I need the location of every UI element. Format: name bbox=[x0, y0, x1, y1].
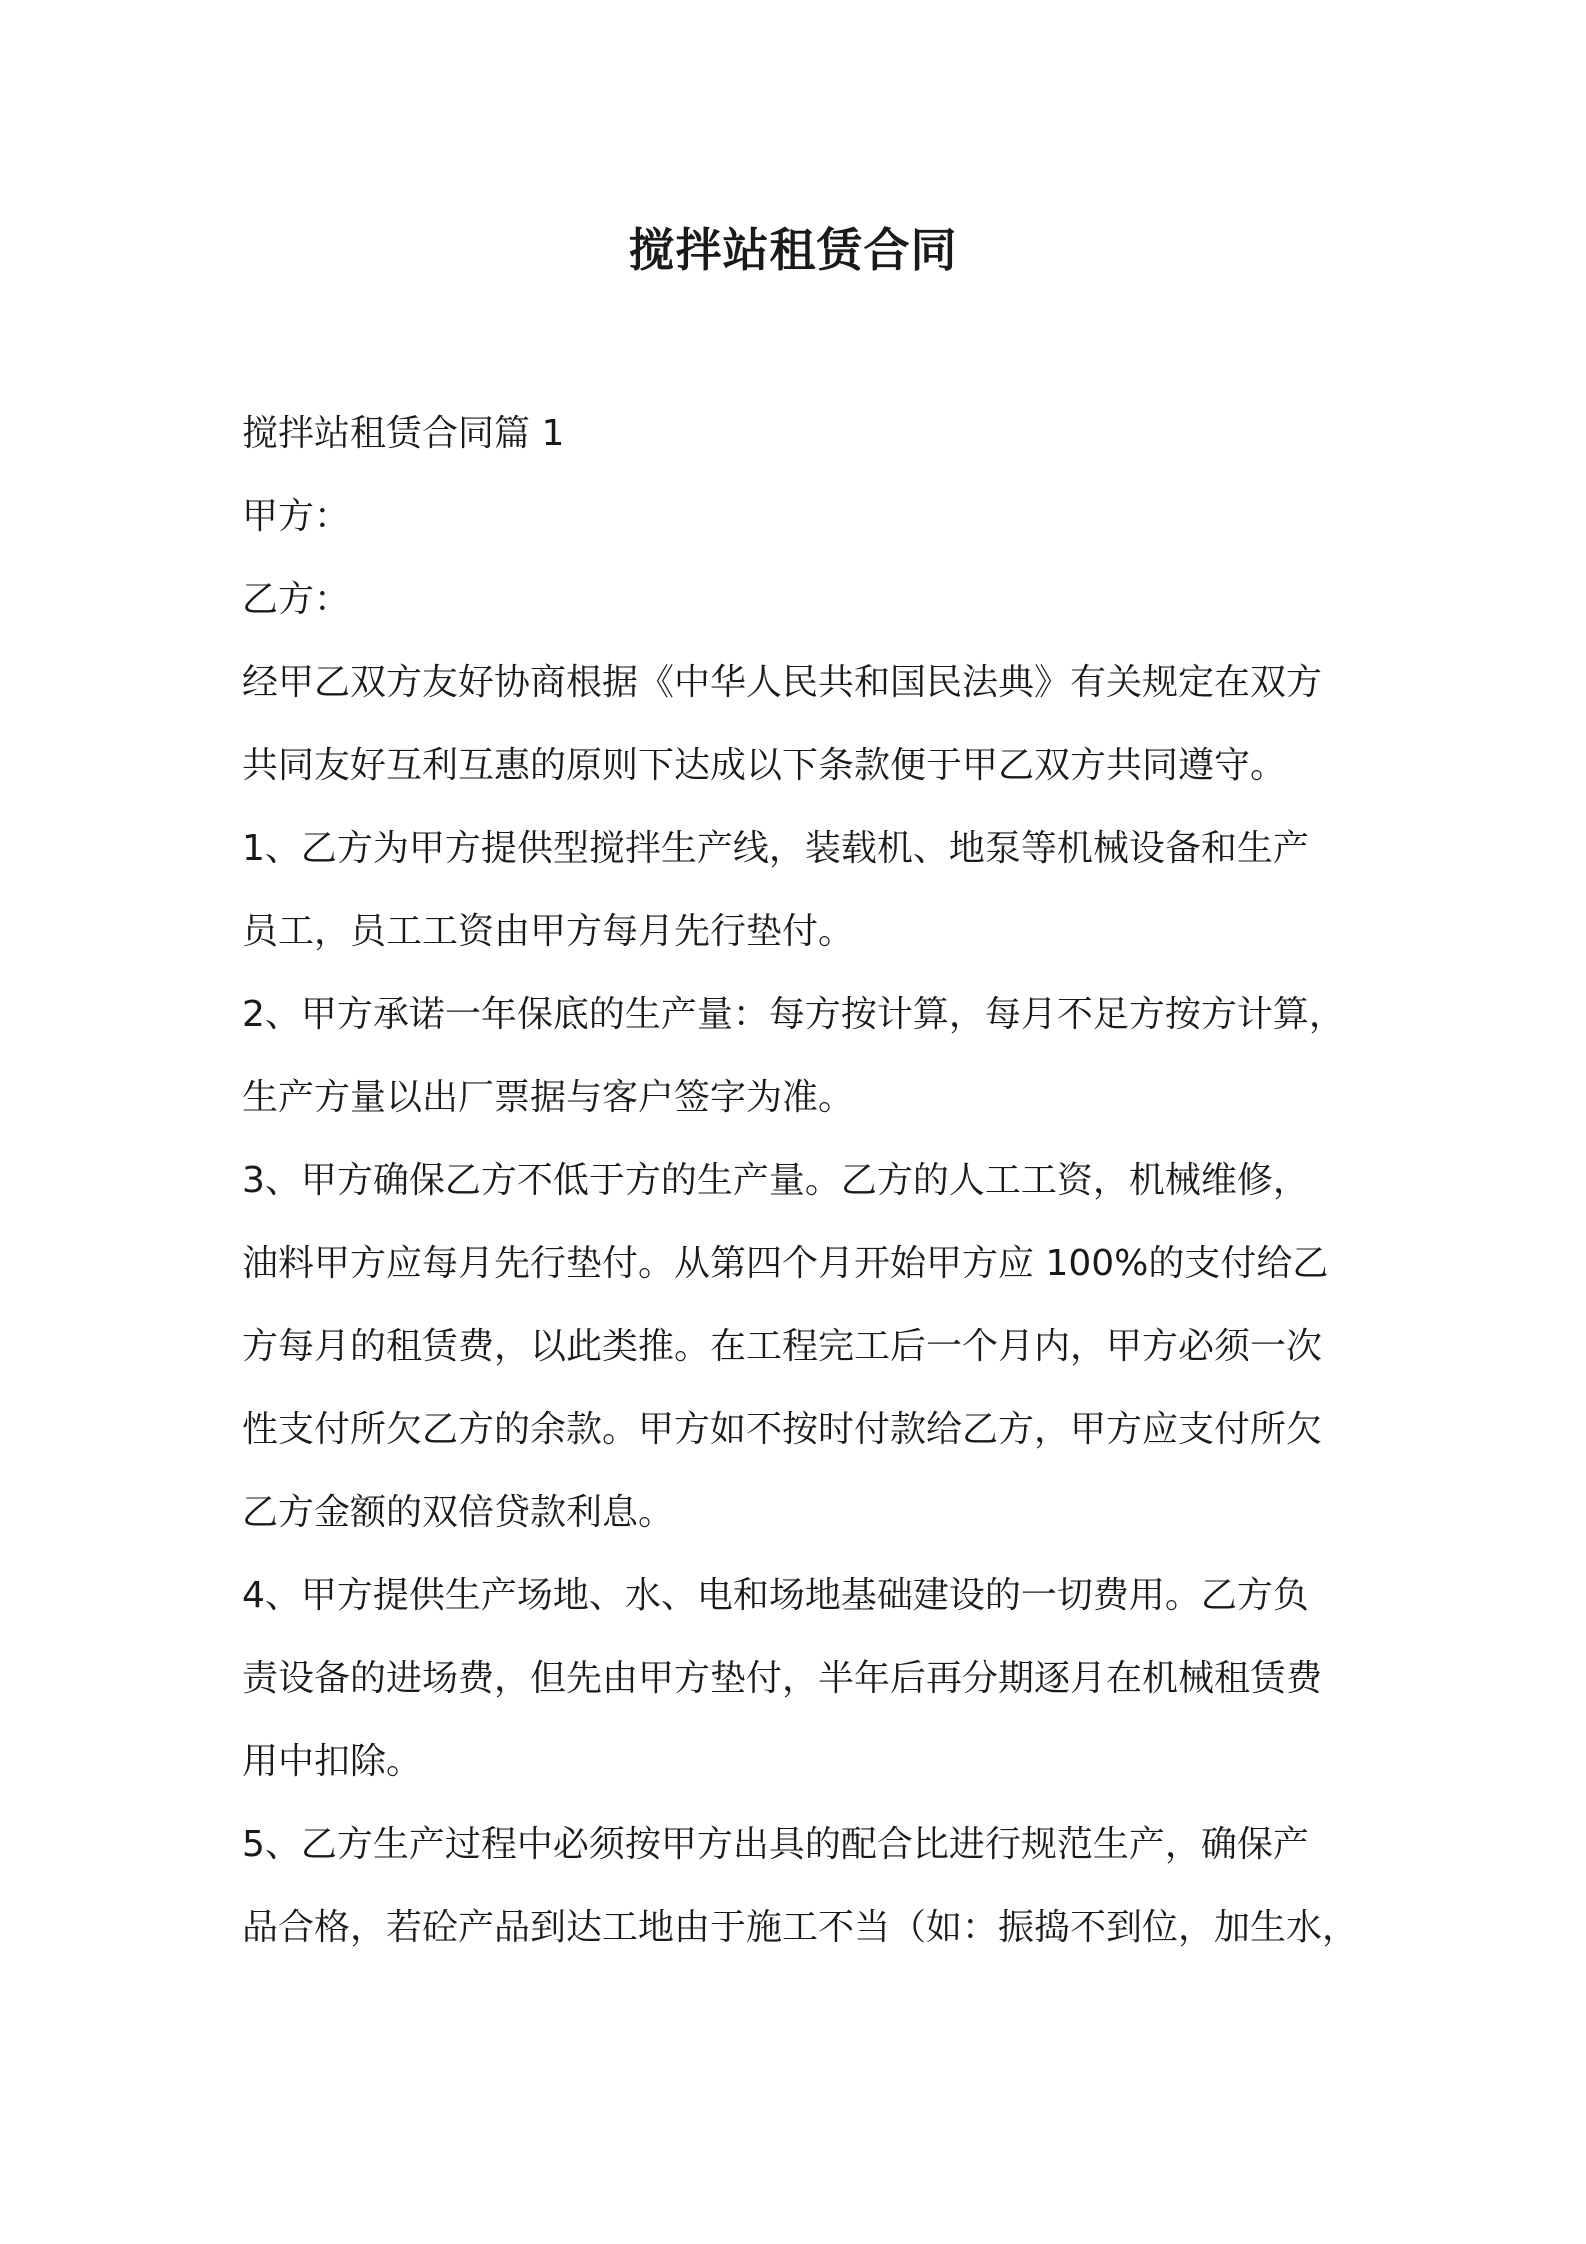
text-line: 方每月的租赁费，以此类推。在工程完工后一个月内，甲方必须一次 bbox=[242, 1326, 1323, 1367]
text-line: 1、乙方为甲方提供型搅拌生产线，装载机、地泵等机械设备和生产 bbox=[242, 828, 1309, 869]
text-line: 3、甲方确保乙方不低于方的生产量。乙方的人工工资，机械维修， bbox=[242, 1160, 1309, 1201]
text-line: 性支付所欠乙方的余款。甲方如不按时付款给乙方，甲方应支付所欠 bbox=[242, 1409, 1323, 1450]
document-body bbox=[242, 392, 1372, 1969]
text-line: 员工，员工工资由甲方每月先行垫付。 bbox=[242, 911, 855, 952]
text-line: 责设备的进场费，但先由甲方垫付，半年后再分期逐月在机械租赁费 bbox=[242, 1658, 1323, 1699]
text-line: 乙方金额的双倍贷款利息。 bbox=[242, 1492, 675, 1533]
text-line: 经甲乙双方友好协商根据《中华人民共和国民法典》有关规定在双方 bbox=[242, 662, 1323, 703]
party-a-line: 甲方： bbox=[242, 496, 351, 537]
text-line: 油料甲方应每月先行垫付。从第四个月开始甲方应 100%的支付给乙 bbox=[242, 1243, 1329, 1284]
text-line: 品合格，若砼产品到达工地由于施工不当（如：振捣不到位，加生水， bbox=[242, 1907, 1359, 1948]
text-line: 2、甲方承诺一年保底的生产量：每方按计算，每月不足方按方计算， bbox=[242, 994, 1345, 1035]
party-b-line: 乙方： bbox=[242, 579, 351, 620]
text-line: 共同友好互利互惠的原则下达成以下条款便于甲乙双方共同遵守。 bbox=[242, 745, 1287, 786]
subtitle-line: 搅拌站租赁合同篇 1 bbox=[242, 413, 565, 454]
text-line: 生产方量以出厂票据与客户签字为准。 bbox=[242, 1077, 855, 1118]
text-line: 4、甲方提供生产场地、水、电和场地基础建设的一切费用。乙方负 bbox=[242, 1575, 1309, 1616]
document-title: 搅拌站租赁合同 bbox=[628, 223, 958, 277]
text-line: 5、乙方生产过程中必须按甲方出具的配合比进行规范生产，确保产 bbox=[242, 1824, 1309, 1865]
text-line: 用中扣除。 bbox=[242, 1741, 423, 1782]
